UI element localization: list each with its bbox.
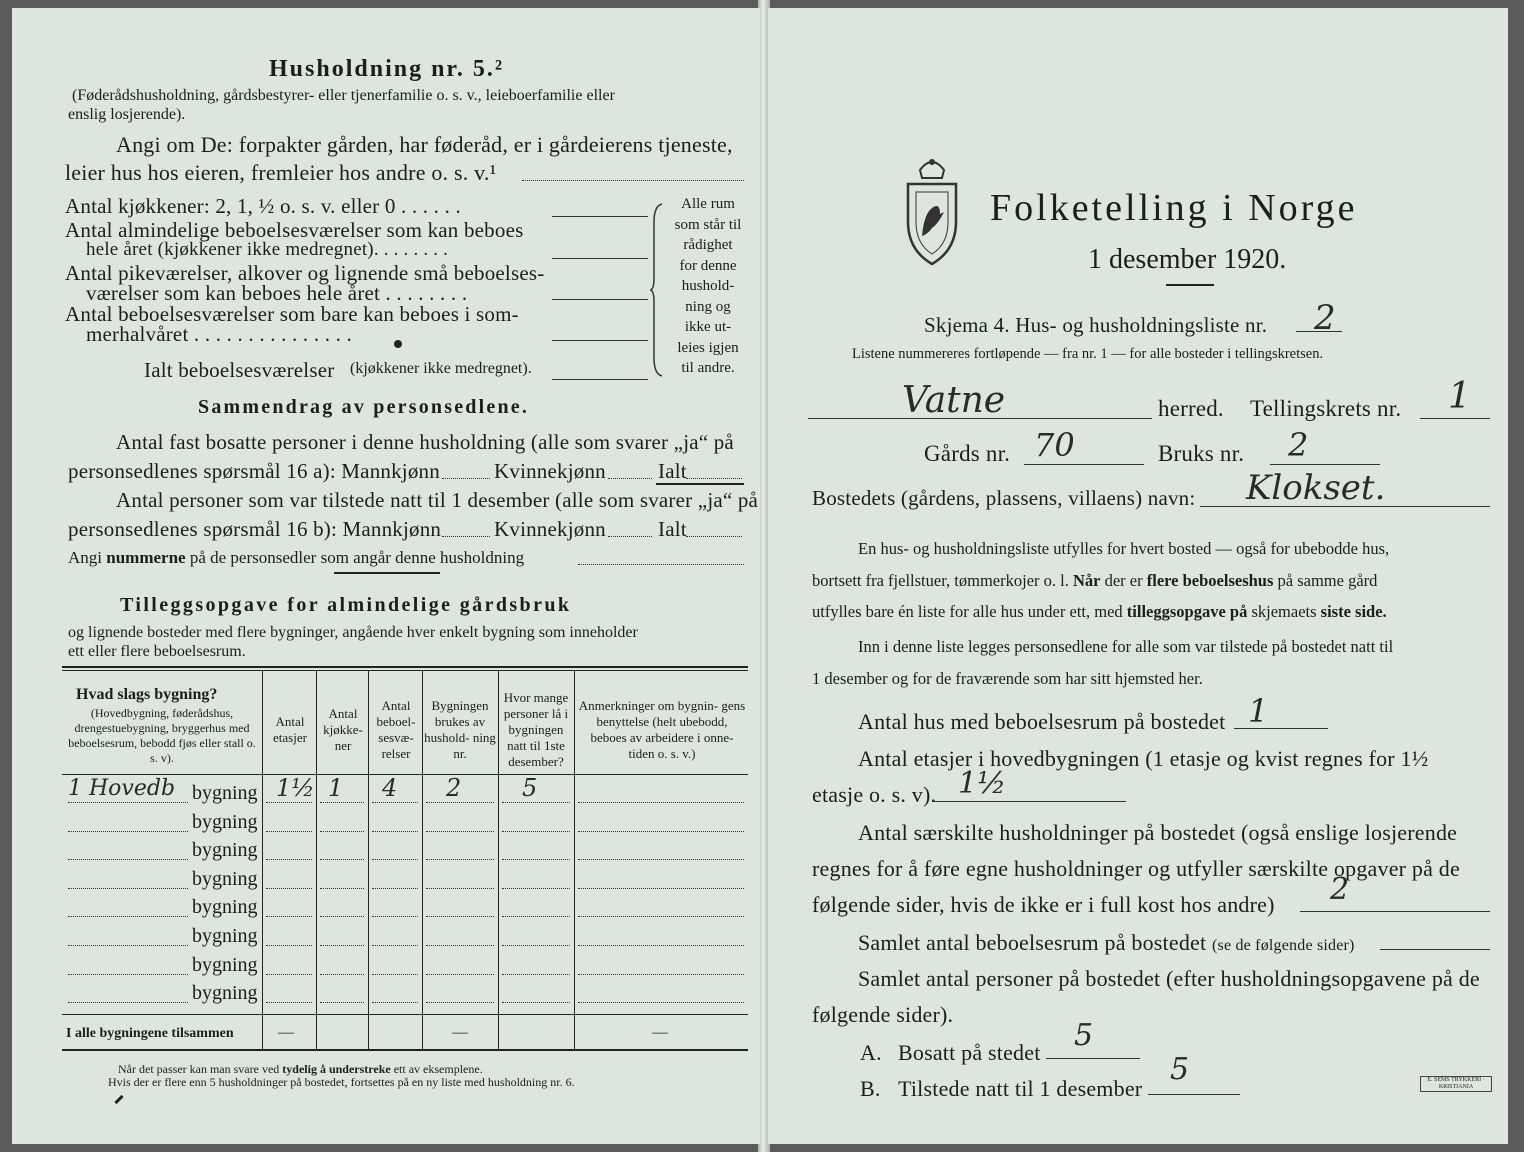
list-number: 2 xyxy=(1314,298,1336,338)
floors-question-2: etasje o. s. v). xyxy=(812,782,937,807)
floors-question-1: Antal etasjer i hovedbygningen (1 etasje og kvist regnes for 1½ xyxy=(858,746,1429,771)
summary-2-female: Kvinnekjønn xyxy=(494,517,606,541)
resident-text: Bosatt på stedet xyxy=(898,1040,1041,1065)
bosted-label: Bostedets (gårdens, plassens, villaens) navn: xyxy=(812,486,1196,510)
building-row-label: bygning xyxy=(192,839,258,862)
table-row xyxy=(62,866,748,894)
para-1-line-1: En hus- og husholdningsliste utfylles for hvert bosted — også for ubebodde hus, xyxy=(858,539,1390,558)
summary-1-line-2: personsedlenes spørsmål 16 a): Mannkjønn xyxy=(68,459,440,483)
total-household-dash: — xyxy=(452,1024,468,1041)
houses-question: Antal hus med beboelsesrum på bostedet xyxy=(858,709,1226,734)
summer-label-2: merhalvåret . . . . . . . . . . . . . . . xyxy=(86,322,352,346)
table-row xyxy=(62,952,748,980)
ask-line-2: leier hus hos eieren, fremleier hos andre o. s. v.¹ xyxy=(65,160,497,185)
cell-floors: 1½ xyxy=(276,774,315,802)
cell-kitchens: 1 xyxy=(328,774,344,802)
coat-of-arms-icon xyxy=(902,152,962,270)
table-row xyxy=(62,923,748,951)
ink-blot xyxy=(394,340,402,348)
cell-rooms: 4 xyxy=(382,774,398,802)
kitchens-label: Antal kjøkkener: 2, 1, ½ o. s. v. eller 0 . . . . . . xyxy=(65,194,461,218)
col-floors: Antal etasjer xyxy=(273,714,307,745)
table-total-label: I alle bygningene tilsammen xyxy=(66,1026,234,1041)
households-question-1: Antal særskilte husholdninger på bostedet (også enslige losjerende xyxy=(858,820,1458,845)
cell-persons: 5 xyxy=(522,774,538,802)
gards-label: Gårds nr. xyxy=(924,441,1011,466)
printer-stamp: E. SEMS TRYKKERI · KRISTIANIA xyxy=(1420,1076,1492,1092)
herred-value: Vatne xyxy=(902,380,1006,421)
building-row-label: bygning xyxy=(192,810,258,833)
households-question-3: følgende sider, hvis de ikke er i full kost hos andre) xyxy=(812,892,1275,917)
krets-value: 1 xyxy=(1448,376,1471,417)
houses-value: 1 xyxy=(1248,692,1269,730)
table-row xyxy=(62,774,748,808)
numbers-instruction: Angi nummerne på de personsedler som angår denne husholdning xyxy=(68,548,525,567)
list-note: Listene nummereres fortløpende — fra nr. 1 — for alle bosteder i tellingskretsen. xyxy=(852,346,1324,362)
building-row-label: bygning xyxy=(192,867,258,890)
building-name: 1 Hovedb xyxy=(68,776,176,801)
table-row xyxy=(62,980,748,1008)
total-rooms-note: (kjøkkener ikke medregnet). xyxy=(350,360,532,377)
summary-heading: Sammendrag av personsedlene. xyxy=(198,396,530,418)
summary-2-total: Ialt xyxy=(658,517,687,541)
cell-household: 2 xyxy=(446,774,462,802)
building-row-label: bygning xyxy=(192,782,258,804)
resident-value: 5 xyxy=(1074,1018,1094,1053)
col-household: Bygningen brukes av hushold- ning nr. xyxy=(424,698,496,761)
bruks-value: 2 xyxy=(1288,426,1309,464)
floors-value: 1½ xyxy=(958,766,1007,801)
household-heading: Husholdning nr. 5.² xyxy=(269,56,505,82)
col-rooms: Antal beboel- sesvæ- relser xyxy=(376,698,416,761)
present-text: Tilstede natt til 1 desember xyxy=(898,1076,1143,1101)
footnote-2: Hvis der er flere enn 5 husholdninger på bostedet, fortsettes på en ny liste med husholdning nr. 6. xyxy=(108,1075,575,1089)
households-value: 2 xyxy=(1330,872,1350,907)
summary-1-female: Kvinnekjønn xyxy=(494,459,606,483)
summer-label-1: Antal beboelsesværelser som bare kan beboes i som- xyxy=(65,302,519,326)
col-kitchens: Antal kjøkke- ner xyxy=(323,706,363,753)
form-date: 1 desember 1920. xyxy=(1088,244,1287,275)
supplement-line-2: ett eller flere beboelsesrum. xyxy=(68,643,246,660)
total-remarks-dash: — xyxy=(652,1024,668,1041)
table-row xyxy=(62,837,748,865)
schema-label: Skjema 4. Hus- og husholdningsliste nr. xyxy=(924,313,1268,337)
present-label: B. xyxy=(860,1076,881,1101)
building-row-label: bygning xyxy=(192,953,258,976)
col-building-title: Hvad slags bygning? xyxy=(76,686,218,703)
section-divider xyxy=(334,572,440,574)
para-2-line-1: Inn i denne liste legges personsedlene for alle som var tilstede på bostedet natt til xyxy=(858,637,1394,656)
right-page xyxy=(768,8,1508,1144)
total-floors-dash: — xyxy=(278,1024,294,1041)
building-row-label: bygning xyxy=(192,925,258,947)
para-1-line-2: bortsett fra fjellstuer, tømmerkojer o. l. Når der er flere beboelseshus på samme gård xyxy=(812,571,1378,590)
left-page xyxy=(12,8,760,1144)
side-note: Alle rum som står til rådighet for denne hushold- ning og ikke ut- leies igjen til andre. xyxy=(674,196,742,376)
households-question-2: regnes for å føre egne husholdninger og utfyller særskilte opgaver på de xyxy=(812,856,1460,881)
total-rooms-label: Ialt beboelsesværelser xyxy=(144,358,335,382)
household-note-2: enslig losjerende). xyxy=(68,106,186,123)
persons-question-2: følgende sider). xyxy=(812,1002,954,1027)
table-row xyxy=(62,894,748,922)
building-row-label: bygning xyxy=(192,982,258,1005)
gards-value: 70 xyxy=(1034,426,1075,464)
form-title: Folketelling i Norge xyxy=(990,187,1358,229)
rooms-label-1: Antal almindelige beboelsesværelser som kan beboes xyxy=(65,218,524,242)
building-row-label: bygning xyxy=(192,896,258,919)
ask-line-1: Angi om De: forpakter gården, har føderåd, er i gårdeierens tjeneste, xyxy=(116,132,733,157)
para-2-line-2: 1 desember og for de fraværende som har sitt hjemsted her. xyxy=(812,669,1203,688)
supplement-heading: Tilleggsopgave for almindelige gårdsbruk xyxy=(120,594,572,616)
col-building-sub: (Hovedbygning, føderådshus, drengestuebygning, bryggerhus med beboelsesrum, bebodd fjøs eller stall o. s. v). xyxy=(68,706,256,765)
table-row xyxy=(62,809,748,837)
krets-label: Tellingskrets nr. xyxy=(1250,396,1402,421)
brace-icon xyxy=(650,202,664,378)
ask-answer-line xyxy=(522,180,744,181)
summary-2-line-2: personsedlenes spørsmål 16 b): Mannkjønn xyxy=(68,517,442,541)
col-persons: Hvor mange personer lå i bygningen natt til 1ste desember? xyxy=(503,690,569,769)
maid-label-2: værelser som kan beboes hele året . . . . . . . . xyxy=(86,281,468,305)
maid-label-1: Antal pikeværelser, alkover og lignende små beboelses- xyxy=(65,261,545,285)
rooms-question: Samlet antal beboelsesrum på bostedet (se de følgende sider) xyxy=(858,930,1355,955)
bosted-value: Klokset. xyxy=(1246,468,1386,508)
summary-1-total: Ialt xyxy=(658,459,687,483)
building-table xyxy=(62,666,748,1054)
bruks-label: Bruks nr. xyxy=(1158,441,1245,466)
present-value: 5 xyxy=(1170,1052,1190,1087)
para-1-line-3: utfylles bare én liste for alle hus under ett, med tilleggsopgave på skjemaets siste side. xyxy=(812,602,1387,621)
resident-label: A. xyxy=(860,1040,882,1065)
pen-mark xyxy=(114,1095,123,1104)
persons-question-1: Samlet antal personer på bostedet (efter husholdningsopgavene på de xyxy=(858,966,1480,991)
col-remarks: Anmerkninger om bygnin- gens benyttelse (helt ubebodd, beboes av arbeidere i onne- tiden o. s. v.) xyxy=(578,698,746,761)
rooms-label-2: hele året (kjøkkener ikke medregnet). . . . . . . . xyxy=(86,239,449,260)
footnote-1: Når det passer kan man svare ved tydelig å understreke ett av eksemplene. xyxy=(118,1062,483,1076)
herred-label: herred. xyxy=(1158,396,1224,421)
supplement-line-1: og lignende bosteder med flere bygninger, angående hver enkelt bygning som inneholder xyxy=(68,624,638,641)
household-note-1: (Føderådshusholdning, gårdsbestyrer- eller tjenerfamilie o. s. v., leieboerfamilie eller xyxy=(72,87,615,104)
summary-1-line-1: Antal fast bosatte personer i denne husholdning (alle som svarer „ja“ på xyxy=(116,430,734,454)
summary-2-line-1: Antal personer som var tilstede natt til 1 desember (alle som svarer „ja“ på xyxy=(116,488,759,512)
